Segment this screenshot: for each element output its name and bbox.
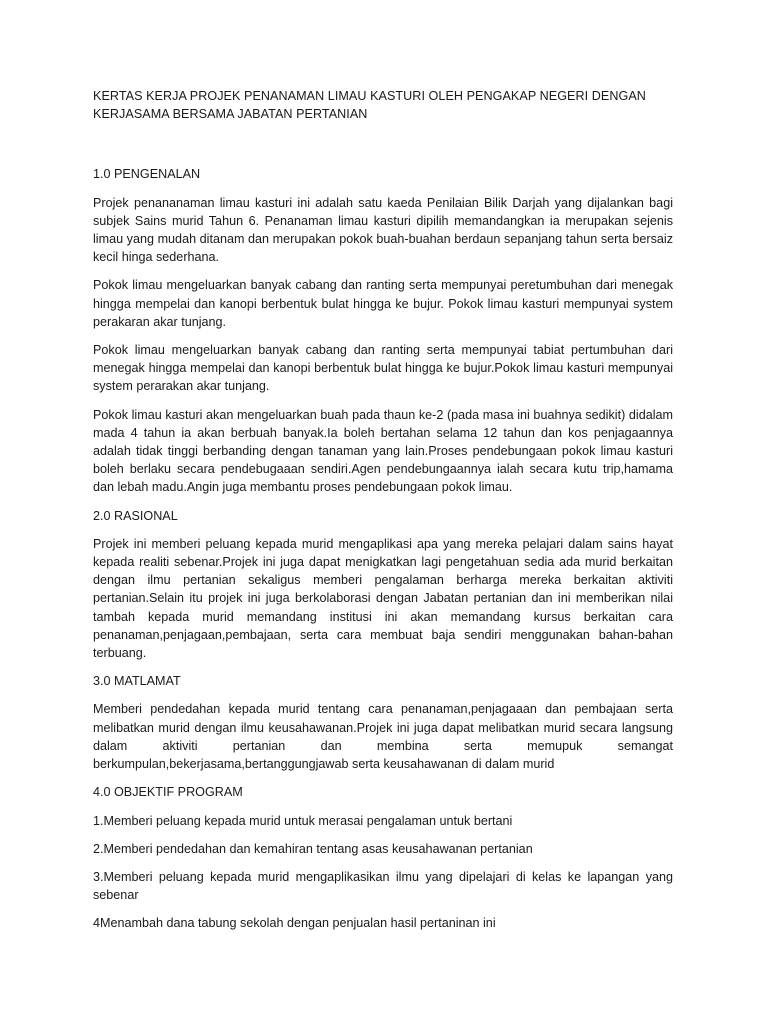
section-objektif-program <box>93 783 673 932</box>
document-page <box>93 87 673 943</box>
paragraph: Pokok limau mengeluarkan banyak cabang dan ranting serta mempunyai tabiat pertumbuhan dari menegak hingga mempelai dan kanopi berbentuk bulat hingga ke bujur.Pokok limau kasturi mempunyai system perarakan akar tunjang. <box>93 343 673 394</box>
document-title: KERTAS KERJA PROJEK PENANAMAN LIMAU KASTURI OLEH PENGAKAP NEGERI DENGAN KERJASAMA BERSAMA JABATAN PERTANIAN <box>93 89 646 122</box>
section-heading: 2.0 RASIONAL <box>93 508 178 523</box>
paragraph: Pokok limau kasturi akan mengeluarkan buah pada thaun ke-2 (pada masa ini buahnya sedikit) didalam mada 4 tahun ia akan berbuah banyak.Ia boleh bertahan selama 12 tahun dan kos penjagaannya adalah tidak tinggi berbanding dengan tanaman yang lain.Proses pendebungaan pokok limau kasturi boleh berlaku secara pendebugaaan sendiri.Agen pendebungaannya ialah secara kutu trip,hamama dan lebah madu.Angin juga membantu proses pendebungaan pokok limau. <box>93 407 673 495</box>
paragraph: Projek ini memberi peluang kepada murid mengaplikasi apa yang mereka pelajari dalam sains hayat kepada realiti sebenar.Projek ini juga dapat menigkatkan lagi pengetahuan sedia ada murid berkaitan dengan ilmu pertanian sekaligus memberi pengalaman berharga mereka berkaitan aktiviti pertanian.Selain itu projek ini juga berkolaborasi dengan Jabatan pertanian dan ini memberikan nilai tambah kepada murid memandang institusi ini akan memandang kursus berkaitan cara penanaman,penjagaan,pembajaan, serta cara membuat baja sendiri menggunakan bahan-bahan terbuang. <box>93 536 673 661</box>
section-pengenalan <box>93 165 673 496</box>
paragraph: Projek penananaman limau kasturi ini adalah satu kaeda Penilaian Bilik Darjah yang dijalankan bagi subjek Sains murid Tahun 6. Penanaman limau kasturi dipilih memandangkan ia merupakan sejenis limau yang mudah ditanam dan merupakan pokok buah-buahan berdaun sepanjang tahun serta bersaiz kecil hinga sederhana. <box>93 195 673 265</box>
section-heading: 3.0 MATLAMAT <box>93 674 181 689</box>
section-rasional <box>93 507 673 663</box>
objective-item: 4Menambah dana tabung sekolah dengan penjualan hasil pertaninan ini <box>93 916 496 931</box>
objective-item: 3.Memberi peluang kepada murid mengaplikasikan ilmu yang dipelajari di kelas ke lapangan yang sebenar <box>93 869 673 903</box>
section-heading: 4.0 OBJEKTIF PROGRAM <box>93 785 243 800</box>
objective-item: 1.Memberi peluang kepada murid untuk merasai pengalaman untuk bertani <box>93 813 513 828</box>
section-heading: 1.0 PENGENALAN <box>93 167 201 182</box>
objective-item: 2.Memberi pendedahan dan kemahiran tentang asas keusahawanan pertanian <box>93 841 533 856</box>
paragraph: Memberi pendedahan kepada murid tentang cara penanaman,penjagaaan dan pembajaan serta melibatkan murid dengan ilmu keusahawanan.Projek ini juga dapat melibatkan murid secara langsung dalam aktiviti pertanian dan membina serta memupuk semangat berkumpulan,bekerjasama,bertanggungjawab serta keusahawanan di dalam murid <box>93 702 673 772</box>
paragraph: Pokok limau mengeluarkan banyak cabang dan ranting serta mempunyai peretumbuhan dari menegak hingga mempelai dan kanopi berbentuk bulat hingga ke bujur. Pokok limau kasturi mempunyai system perakaran akar tunjang. <box>93 278 673 329</box>
section-matlamat <box>93 672 673 773</box>
